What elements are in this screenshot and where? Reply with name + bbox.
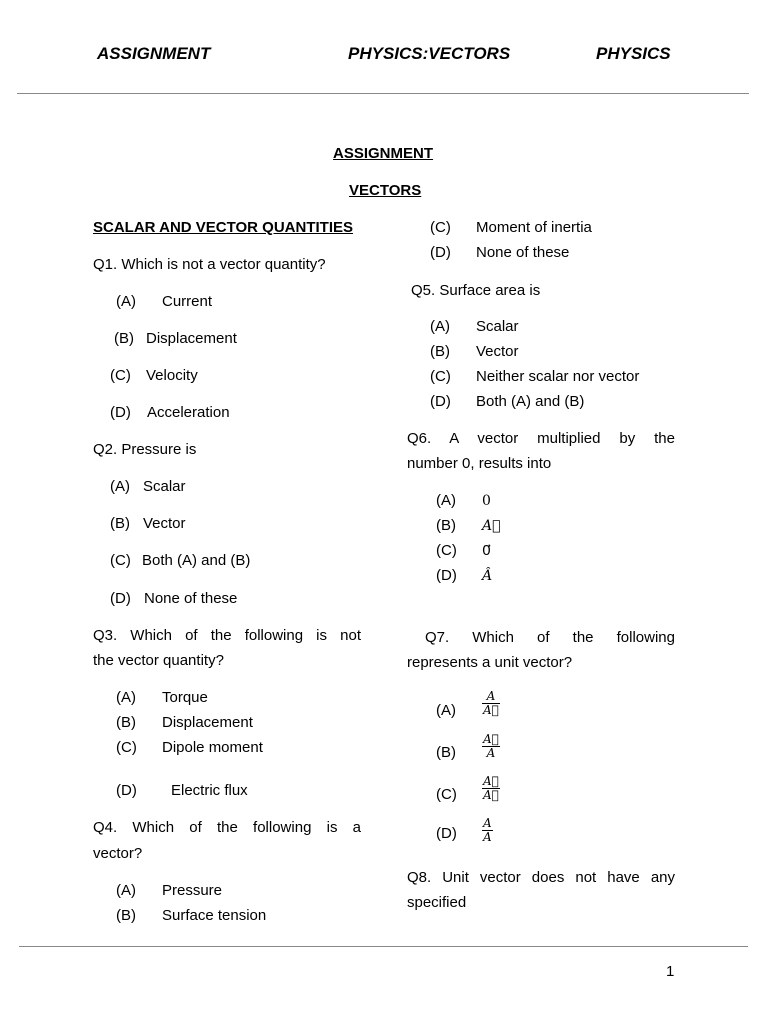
fraction: $\frac{A}{A⃗}$ — [483, 689, 499, 717]
q7-text-line1: Q7. Which of the following — [425, 629, 675, 646]
q8-text-line2: specified — [407, 894, 467, 911]
q6-text-line2: number 0, results into — [407, 455, 552, 472]
q5-text: Q5. Surface area is — [411, 282, 541, 299]
page-title: ASSIGNMENT — [333, 145, 434, 162]
q4-text-line1: Q4. Which of the following is a — [93, 819, 361, 836]
q8-text-line1: Q8. Unit vector does not have any — [407, 869, 675, 886]
q6-text-line1: Q6. A vector multiplied by the — [407, 430, 675, 447]
page-subtitle: VECTORS — [349, 182, 422, 199]
footer-divider — [19, 946, 748, 947]
fraction: $\frac{A⃗}{A}$ — [483, 732, 499, 760]
fraction: $\frac{A}{A}$ — [483, 816, 492, 844]
q7-text-line2: represents a unit vector? — [407, 654, 573, 671]
q1-text: Q1. Which is not a vector quantity? — [93, 256, 326, 273]
section-heading: SCALAR AND VECTOR QUANTITIES — [93, 219, 354, 236]
header-center: PHYSICS:VECTORS — [348, 44, 511, 63]
page-number: 1 — [666, 963, 675, 980]
q2-text: Q2. Pressure is — [93, 441, 197, 458]
q3-text-line2: the vector quantity? — [93, 652, 224, 669]
header-right: PHYSICS — [596, 44, 671, 63]
q4-text-line2: vector? — [93, 845, 143, 862]
fraction: $\frac{A⃗}{A⃗}$ — [483, 774, 499, 802]
q3-text-line1: Q3. Which of the following is not — [93, 627, 361, 644]
header-divider — [17, 93, 749, 94]
header-left: ASSIGNMENT — [97, 44, 211, 63]
